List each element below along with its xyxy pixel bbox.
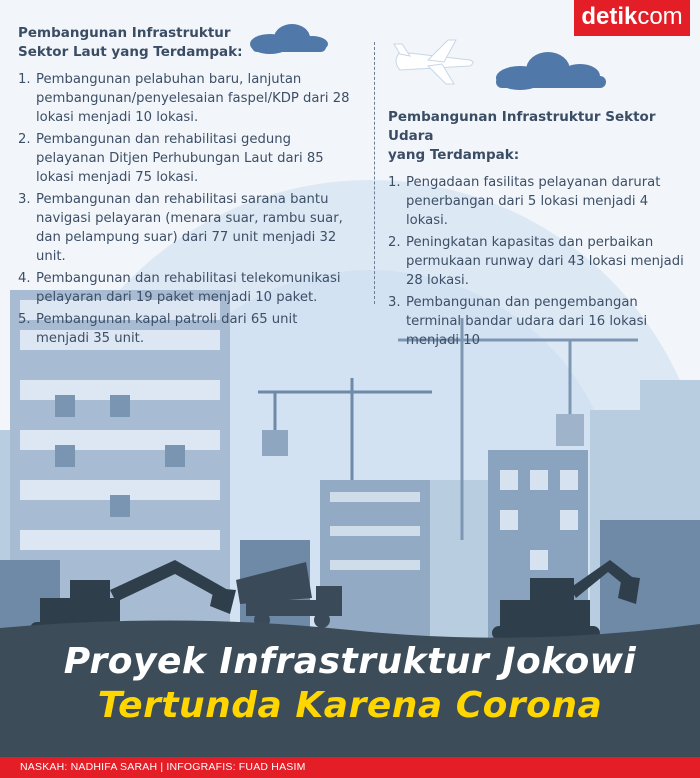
item-number: 1. <box>18 72 31 87</box>
list-item <box>18 269 353 307</box>
item-text: Pembangunan pelabuhan baru, lanjutan pembangunan/penyelesaian faspel/KDP dari 28 lokasi menjadi 10 lokasi. <box>36 72 350 125</box>
sea-title-line2: Sektor Laut yang Terdampak: <box>18 44 243 60</box>
item-text: Pengadaan fasilitas pelayanan darurat penerbangan dari 5 lokasi menjadi 4 lokasi. <box>406 175 661 228</box>
headline-line1: Proyek Infrastruktur Jokowi <box>63 641 637 682</box>
item-number: 4. <box>18 271 31 286</box>
air-sector-section <box>388 108 688 353</box>
logo-regular-text: com <box>637 3 683 30</box>
item-text: Pembangunan dan rehabilitasi sarana bantu navigasi pelayaran (menara suar, rambu suar, dan pelampung suar) dari 77 unit menjadi 32 unit. <box>36 192 343 264</box>
item-text: Pembangunan dan pengembangan terminal bandar udara dari 16 lokasi menjadi 10 <box>406 295 648 348</box>
list-item <box>388 293 688 350</box>
building <box>420 480 490 650</box>
list-item <box>388 233 688 290</box>
list-item <box>18 70 353 127</box>
headline-line2: Tertunda Karena Corona <box>97 685 603 726</box>
item-number: 3. <box>388 295 401 310</box>
sea-sector-list <box>18 70 353 348</box>
section-divider <box>374 42 375 304</box>
credits-text: NASKAH: NADHIFA SARAH | INFOGRAFIS: FUAD HASIM <box>20 761 306 773</box>
detikcom-logo[interactable] <box>574 0 690 36</box>
item-text: Peningkatan kapasitas dan perbaikan permukaan runway dari 43 lokasi menjadi 28 lokasi. <box>406 235 684 288</box>
headline <box>0 640 700 728</box>
crane-load <box>556 414 584 446</box>
item-number: 2. <box>388 235 401 250</box>
air-sector-title <box>388 108 688 165</box>
sea-sector-title <box>18 24 353 62</box>
air-sector-list <box>388 173 688 350</box>
item-text: Pembangunan dan rehabilitasi telekomunikasi pelayaran dari 19 paket menjadi 10 paket. <box>36 271 341 305</box>
sea-sector-section <box>18 24 353 351</box>
list-item <box>18 130 353 187</box>
credits-bar <box>0 757 700 778</box>
air-title-line2: yang Terdampak: <box>388 147 520 163</box>
airplane-icon <box>394 40 473 84</box>
cloud-icon <box>496 52 606 90</box>
item-text: Pembangunan kapal patroli dari 65 unit menjadi 35 unit. <box>36 312 298 346</box>
logo-bold-text: detik <box>581 3 638 30</box>
sea-title-line1: Pembangunan Infrastruktur <box>18 25 231 41</box>
item-number: 3. <box>18 192 31 207</box>
item-number: 2. <box>18 132 31 147</box>
list-item <box>18 310 353 348</box>
item-text: Pembangunan dan rehabilitasi gedung pelayanan Ditjen Perhubungan Laut dari 85 lokasi menjadi 75 lokasi. <box>36 132 324 185</box>
air-title-line1: Pembangunan Infrastruktur Sektor Udara <box>388 109 656 144</box>
item-number: 1. <box>388 175 401 190</box>
list-item <box>18 190 353 266</box>
list-item <box>388 173 688 230</box>
item-number: 5. <box>18 312 31 327</box>
crane-load <box>262 430 288 456</box>
